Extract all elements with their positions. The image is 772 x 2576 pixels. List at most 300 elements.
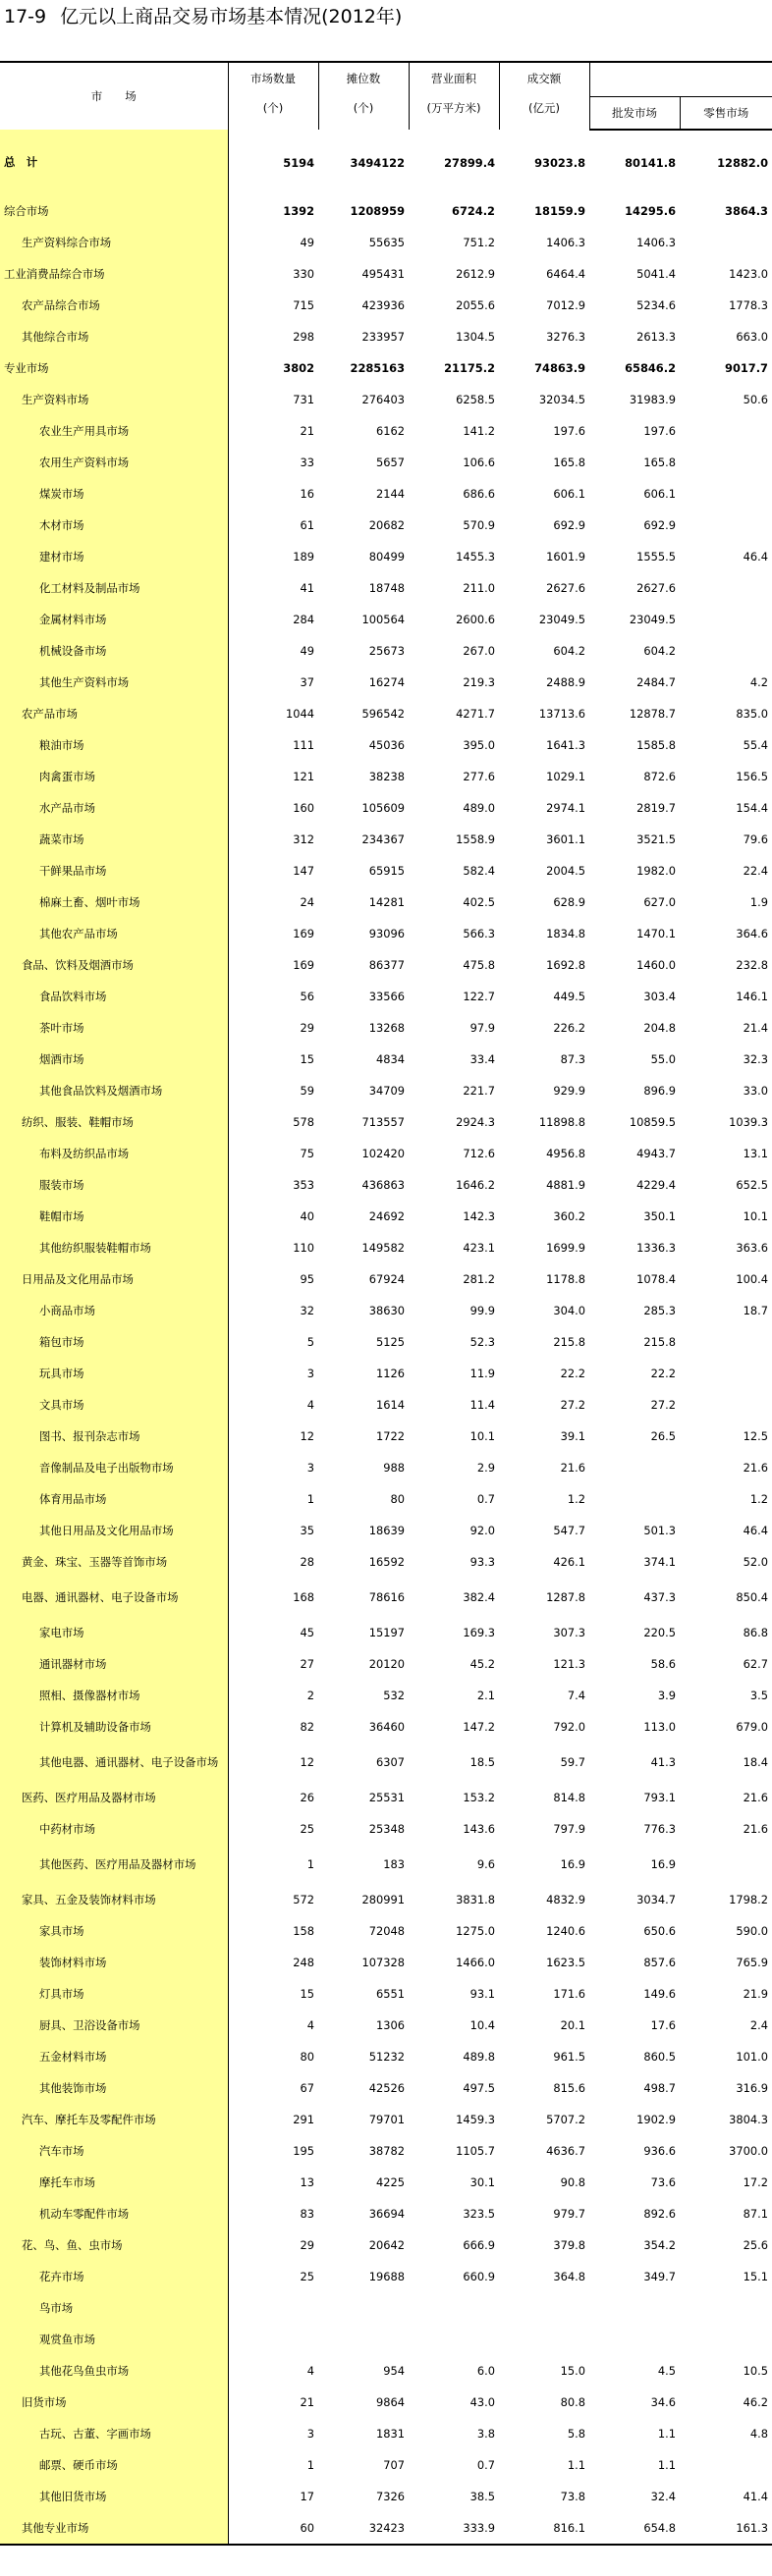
retail-cell: 46.4 (743, 550, 768, 564)
area-cell: 92.0 (469, 1524, 495, 1537)
market-name: 小商品市场 (39, 1303, 95, 1317)
market-count-cell: 353 (293, 1178, 314, 1192)
market-count-cell: 17 (300, 2490, 314, 2503)
market-count-cell: 49 (300, 236, 314, 249)
wholesale-cell: 80141.8 (625, 156, 676, 170)
wholesale-cell: 5234.6 (636, 298, 676, 312)
market-name-cell (0, 981, 228, 1012)
retail-cell: 1778.3 (729, 298, 768, 312)
retail-cell (680, 1389, 772, 1421)
turnover-cell: 21.6 (560, 1461, 585, 1475)
wholesale-cell: 220.5 (643, 1626, 676, 1639)
market-name-cell (0, 667, 228, 698)
market-count-cell: 110 (293, 1241, 314, 1255)
market-name-cell (0, 2072, 228, 2104)
turnover-cell: 23049.5 (538, 613, 585, 626)
turnover-cell: 815.6 (553, 2081, 585, 2095)
turnover-cell: 797.9 (553, 1822, 585, 1836)
stalls-cell: 45036 (368, 738, 405, 752)
wholesale-cell: 1982.0 (636, 864, 676, 878)
retail-cell: 850.4 (736, 1590, 768, 1604)
market-count-cell: 12 (300, 1429, 314, 1443)
market-name-cell (0, 1232, 228, 1263)
market-count-cell: 195 (293, 2144, 314, 2158)
table-row (0, 2387, 772, 2418)
table-row (0, 290, 772, 321)
stalls-cell: 16592 (368, 1555, 405, 1569)
market-name-cell (0, 949, 228, 981)
area-cell: 1466.0 (456, 1956, 495, 1969)
stalls-cell: 25531 (368, 1791, 405, 1804)
turnover-cell: 87.3 (560, 1052, 585, 1066)
market-count-cell: 169 (293, 927, 314, 940)
market-name: 化工材料及制品市场 (39, 580, 140, 595)
market-count-cell: 12 (300, 1755, 314, 1769)
market-name-cell (0, 698, 228, 729)
stalls-cell: 42526 (368, 2081, 405, 2095)
market-name-cell (0, 1421, 228, 1452)
retail-cell: 590.0 (736, 1924, 768, 1938)
market-count-cell: 248 (293, 1956, 314, 1969)
stalls-cell: 423936 (361, 298, 405, 312)
market-count-cell: 121 (293, 770, 314, 783)
market-name-cell (0, 1915, 228, 1947)
market-name-cell (0, 1515, 228, 1546)
market-name: 农业生产用具市场 (39, 423, 130, 438)
table-row (0, 1845, 772, 1884)
retail-cell (680, 478, 772, 510)
wholesale-cell: 604.2 (643, 644, 676, 658)
market-name: 医药、医疗用品及器材市场 (22, 1790, 156, 1804)
area-cell: 6258.5 (456, 393, 495, 406)
market-name: 音像制品及电子出版物市场 (39, 1460, 174, 1475)
market-name-cell (0, 1012, 228, 1044)
market-name-cell (0, 2355, 228, 2387)
table-row (0, 2481, 772, 2512)
market-name-cell (0, 635, 228, 667)
wholesale-cell (589, 1452, 680, 1483)
table-row (0, 667, 772, 698)
retail-cell: 232.8 (736, 958, 768, 972)
turnover-cell: 4636.7 (546, 2144, 585, 2158)
market-name: 茶叶市场 (39, 1020, 84, 1035)
turnover-cell: 59.7 (560, 1755, 585, 1769)
stalls-cell: 38782 (368, 2144, 405, 2158)
retail-cell (680, 2324, 772, 2355)
table-row (0, 1232, 772, 1263)
retail-cell: 3.5 (749, 1689, 768, 1702)
retail-cell: 12882.0 (717, 156, 768, 170)
area-cell: 11.4 (469, 1398, 495, 1412)
table-row (0, 1915, 772, 1947)
stalls-cell: 2144 (376, 487, 405, 501)
market-name-cell (0, 321, 228, 352)
market-name: 装饰材料市场 (39, 1955, 107, 1969)
market-count-cell: 15 (300, 1052, 314, 1066)
stalls-cell: 6162 (376, 424, 405, 438)
wholesale-cell: 32.4 (650, 2490, 676, 2503)
turnover-cell: 80.8 (560, 2395, 585, 2409)
area-cell: 219.3 (463, 675, 495, 689)
stalls-cell: 20642 (368, 2238, 405, 2252)
table-header (0, 62, 772, 130)
stalls-cell: 436863 (361, 1178, 405, 1192)
wholesale-cell: 1555.5 (636, 550, 676, 564)
table-row (0, 1483, 772, 1515)
retail-cell: 21.9 (743, 1987, 768, 2001)
market-name-cell (0, 1483, 228, 1515)
wholesale-cell: 437.3 (643, 1590, 676, 1604)
area-cell: 10.4 (469, 2018, 495, 2032)
stalls-cell: 38238 (368, 770, 405, 783)
wholesale-cell: 498.7 (643, 2081, 676, 2095)
market-name: 图书、报刊杂志市场 (39, 1428, 140, 1443)
market-count-cell: 1392 (283, 204, 314, 218)
market-name-cell (0, 824, 228, 855)
market-count-cell: 147 (293, 864, 314, 878)
market-name-cell (0, 1169, 228, 1201)
turnover-cell: 18159.9 (534, 204, 585, 218)
turnover-cell: 1406.3 (546, 236, 585, 249)
retail-cell: 87.1 (743, 2207, 768, 2221)
retail-cell (680, 1358, 772, 1389)
turnover-cell: 426.1 (553, 1555, 585, 1569)
turnover-cell (499, 2324, 589, 2355)
wholesale-cell: 4229.4 (636, 1178, 676, 1192)
turnover-cell: 1641.3 (546, 738, 585, 752)
turnover-cell: 1.2 (567, 1492, 585, 1506)
stalls-cell: 86377 (368, 958, 405, 972)
stalls-cell: 67924 (368, 1272, 405, 1286)
area-cell: 93.1 (469, 1987, 495, 2001)
turnover-cell: 1601.9 (546, 550, 585, 564)
turnover-cell: 6464.4 (546, 267, 585, 281)
wholesale-cell: 3034.7 (636, 1893, 676, 1906)
stalls-cell: 954 (383, 2364, 405, 2378)
market-name: 花卉市场 (39, 2269, 84, 2283)
column-header-wholesale: 批发市场 (589, 97, 680, 131)
table-row (0, 541, 772, 572)
market-name-cell (0, 447, 228, 478)
table-row (0, 384, 772, 415)
table-row (0, 2449, 772, 2481)
market-name: 家具、五金及装饰材料市场 (22, 1892, 156, 1906)
turnover-cell: 215.8 (553, 1335, 585, 1349)
area-cell: 122.7 (463, 990, 495, 1003)
area-cell (409, 2292, 499, 2324)
market-count-cell: 1 (306, 1857, 314, 1871)
market-name: 农产品综合市场 (22, 297, 100, 312)
wholesale-cell: 1336.3 (636, 1241, 676, 1255)
turnover-cell: 11898.8 (538, 1115, 585, 1129)
turnover-cell: 5.8 (567, 2427, 585, 2441)
market-name: 体育用品市场 (39, 1491, 107, 1506)
market-count-cell: 16 (300, 487, 314, 501)
retail-cell: 161.3 (680, 2512, 772, 2545)
market-name-cell (0, 1978, 228, 2010)
retail-cell: 316.9 (736, 2081, 768, 2095)
market-name-cell (0, 1680, 228, 1711)
area-cell: 4271.7 (456, 707, 495, 721)
turnover-cell: 22.2 (560, 1367, 585, 1380)
market-count-cell (228, 2324, 318, 2355)
market-name-cell (0, 1263, 228, 1295)
stalls-cell: 36694 (368, 2207, 405, 2221)
retail-cell: 2.4 (749, 2018, 768, 2032)
turnover-cell: 1029.1 (546, 770, 585, 783)
stalls-cell: 495431 (361, 267, 405, 281)
retail-cell: 21.6 (743, 1461, 768, 1475)
turnover-cell: 32034.5 (538, 393, 585, 406)
market-name: 蔬菜市场 (39, 832, 84, 846)
table-row (0, 195, 772, 227)
table-row (0, 635, 772, 667)
market-count-cell: 40 (300, 1209, 314, 1223)
retail-cell: 3700.0 (729, 2144, 768, 2158)
area-cell: 10.1 (469, 1429, 495, 1443)
turnover-cell: 792.0 (553, 1720, 585, 1734)
table-row (0, 510, 772, 541)
market-count-cell: 4 (306, 1398, 314, 1412)
market-name: 计算机及辅助设备市场 (39, 1719, 151, 1734)
turnover-cell: 628.9 (553, 895, 585, 909)
stalls-cell (318, 2324, 409, 2355)
market-count-cell: 25 (300, 2270, 314, 2283)
column-label: 摊位数 (346, 72, 381, 85)
market-name: 观赏鱼市场 (39, 2332, 95, 2346)
table-row (0, 792, 772, 824)
turnover-cell: 39.1 (560, 1429, 585, 1443)
market-name-cell (0, 2167, 228, 2198)
wholesale-cell: 627.0 (643, 895, 676, 909)
wholesale-cell (589, 2292, 680, 2324)
stalls-cell: 79701 (368, 2113, 405, 2126)
area-cell: 1304.5 (456, 330, 495, 344)
wholesale-cell: 1585.8 (636, 738, 676, 752)
market-name: 其他电器、通讯器材、电子设备市场 (39, 1754, 219, 1769)
market-name-cell (0, 2449, 228, 2481)
retail-cell (680, 227, 772, 258)
market-name-cell (0, 1546, 228, 1578)
market-name-cell (0, 1813, 228, 1845)
market-name: 粮油市场 (39, 737, 84, 752)
wholesale-cell: 197.6 (643, 424, 676, 438)
retail-cell: 4.2 (749, 675, 768, 689)
market-name-cell (0, 290, 228, 321)
area-cell: 143.6 (463, 1822, 495, 1836)
area-cell: 475.8 (463, 958, 495, 972)
market-name: 鞋帽市场 (39, 1208, 84, 1223)
turnover-cell: 449.5 (553, 990, 585, 1003)
wholesale-cell (589, 1483, 680, 1515)
table-row (0, 1711, 772, 1743)
stalls-cell: 4225 (376, 2175, 405, 2189)
wholesale-cell: 1.1 (657, 2458, 676, 2472)
market-name-cell (0, 1452, 228, 1483)
stalls-cell: 7326 (376, 2490, 405, 2503)
retail-cell (680, 1845, 772, 1884)
table-row (0, 698, 772, 729)
market-name-cell (0, 478, 228, 510)
market-name: 食品饮料市场 (39, 989, 107, 1003)
market-name: 工业消费品综合市场 (4, 266, 105, 281)
market-name: 服装市场 (39, 1177, 84, 1192)
table-row (0, 2512, 772, 2545)
wholesale-cell: 1406.3 (636, 236, 676, 249)
stalls-cell: 1208959 (350, 204, 405, 218)
market-name-cell (0, 855, 228, 886)
market-count-cell: 82 (300, 1720, 314, 1734)
wholesale-cell: 2627.6 (636, 581, 676, 595)
market-name: 其他综合市场 (22, 329, 89, 344)
area-cell: 9.6 (476, 1857, 495, 1871)
market-count-cell: 572 (293, 1893, 314, 1906)
wholesale-cell: 22.2 (650, 1367, 676, 1380)
table-row (0, 447, 772, 478)
market-count-cell: 28 (300, 1555, 314, 1569)
market-count-cell: 35 (300, 1524, 314, 1537)
market-name-cell (0, 1743, 228, 1782)
market-name: 总 计 (4, 155, 38, 169)
market-name: 邮票、硬币市场 (39, 2457, 118, 2472)
market-count-cell: 284 (293, 613, 314, 626)
market-name-cell (0, 258, 228, 290)
table-row (0, 2072, 772, 2104)
market-name-cell (0, 886, 228, 918)
turnover-cell: 606.1 (553, 487, 585, 501)
stalls-cell: 6307 (376, 1755, 405, 1769)
stalls-cell: 1306 (376, 2018, 405, 2032)
market-name: 烟酒市场 (39, 1051, 84, 1066)
area-cell: 141.2 (463, 424, 495, 438)
area-cell: 3831.8 (456, 1893, 495, 1906)
stalls-cell: 280991 (361, 1893, 405, 1906)
area-cell: 21175.2 (444, 361, 495, 375)
wholesale-cell: 215.8 (643, 1335, 676, 1349)
stalls-cell: 532 (383, 1689, 405, 1702)
market-name-cell (0, 1044, 228, 1075)
table-row (0, 1546, 772, 1578)
table-row (0, 1295, 772, 1326)
market-name-cell (0, 1389, 228, 1421)
area-cell: 38.5 (469, 2490, 495, 2503)
market-name: 日用品及文化用品市场 (22, 1271, 134, 1286)
market-name-cell (0, 2198, 228, 2229)
market-count-cell: 21 (300, 2395, 314, 2409)
wholesale-cell: 654.8 (589, 2512, 680, 2545)
wholesale-cell: 1078.4 (636, 1272, 676, 1286)
market-count-cell: 49 (300, 644, 314, 658)
wholesale-cell: 650.6 (643, 1924, 676, 1938)
area-cell: 52.3 (469, 1335, 495, 1349)
area-cell: 323.5 (463, 2207, 495, 2221)
area-cell: 566.3 (463, 927, 495, 940)
retail-cell: 32.3 (743, 1052, 768, 1066)
turnover-cell: 360.2 (553, 1209, 585, 1223)
retail-cell: 10.1 (743, 1209, 768, 1223)
turnover-cell: 961.5 (553, 2050, 585, 2064)
market-count-cell: 4 (306, 2018, 314, 2032)
market-name: 电器、通讯器材、电子设备市场 (22, 1589, 179, 1604)
table-row (0, 1617, 772, 1648)
area-cell: 33.4 (469, 1052, 495, 1066)
page-title (0, 0, 772, 39)
area-cell: 2600.6 (456, 613, 495, 626)
market-name: 水产品市场 (39, 800, 95, 815)
wholesale-cell: 26.5 (650, 1429, 676, 1443)
retail-cell: 156.5 (736, 770, 768, 783)
table-row (0, 1044, 772, 1075)
market-name: 生产资料市场 (22, 392, 89, 406)
retail-cell: 46.4 (743, 1524, 768, 1537)
stalls-cell: 38630 (368, 1304, 405, 1317)
market-name-cell (0, 2418, 228, 2449)
wholesale-cell: 34.6 (650, 2395, 676, 2409)
market-name: 古玩、古董、字画市场 (39, 2426, 151, 2441)
market-name-cell (0, 1106, 228, 1138)
column-label: 成交额 (526, 72, 562, 85)
turnover-cell: 73.8 (560, 2490, 585, 2503)
stalls-cell: 20120 (368, 1657, 405, 1671)
market-name: 家具市场 (39, 1923, 84, 1938)
area-cell: 382.4 (463, 1590, 495, 1604)
table-row (0, 761, 772, 792)
retail-cell (680, 2449, 772, 2481)
turnover-cell: 1178.8 (546, 1272, 585, 1286)
wholesale-cell: 27.2 (650, 1398, 676, 1412)
retail-cell: 835.0 (736, 707, 768, 721)
area-cell (409, 2324, 499, 2355)
market-name: 机动车零配件市场 (39, 2206, 130, 2221)
market-name: 建材市场 (39, 549, 84, 564)
retail-cell: 25.6 (743, 2238, 768, 2252)
column-header-area (409, 62, 499, 130)
retail-cell: 9017.7 (725, 361, 768, 375)
wholesale-cell: 501.3 (643, 1524, 676, 1537)
market-count-cell: 158 (293, 1924, 314, 1938)
area-cell: 0.7 (476, 2458, 495, 2472)
wholesale-cell: 149.6 (643, 1987, 676, 2001)
market-name-cell (0, 2292, 228, 2324)
table-row (0, 1884, 772, 1915)
table-row (0, 1169, 772, 1201)
market-name-cell (0, 2104, 228, 2135)
market-name-cell (0, 1617, 228, 1648)
retail-cell: 33.0 (743, 1084, 768, 1098)
market-name: 鸟市场 (39, 2300, 74, 2315)
market-name: 家电市场 (39, 1625, 84, 1639)
stalls-cell: 19688 (368, 2270, 405, 2283)
turnover-cell: 547.7 (553, 1524, 585, 1537)
retail-cell: 4.8 (749, 2427, 768, 2441)
market-name: 汽车、摩托车及零配件市场 (22, 2112, 156, 2126)
market-count-cell: 578 (293, 1115, 314, 1129)
turnover-cell: 165.8 (553, 456, 585, 469)
table-row (0, 1648, 772, 1680)
wholesale-cell: 2484.7 (636, 675, 676, 689)
wholesale-cell: 10859.5 (629, 1115, 676, 1129)
wholesale-cell: 374.1 (643, 1555, 676, 1569)
turnover-cell: 1.1 (567, 2458, 585, 2472)
market-count-cell: 5 (306, 1335, 314, 1349)
stalls-cell: 1614 (376, 1398, 405, 1412)
retail-cell: 55.4 (743, 738, 768, 752)
retail-cell: 21.6 (743, 1822, 768, 1836)
market-name-cell (0, 510, 228, 541)
turnover-cell: 27.2 (560, 1398, 585, 1412)
area-cell: 2612.9 (456, 267, 495, 281)
table-row (0, 2355, 772, 2387)
